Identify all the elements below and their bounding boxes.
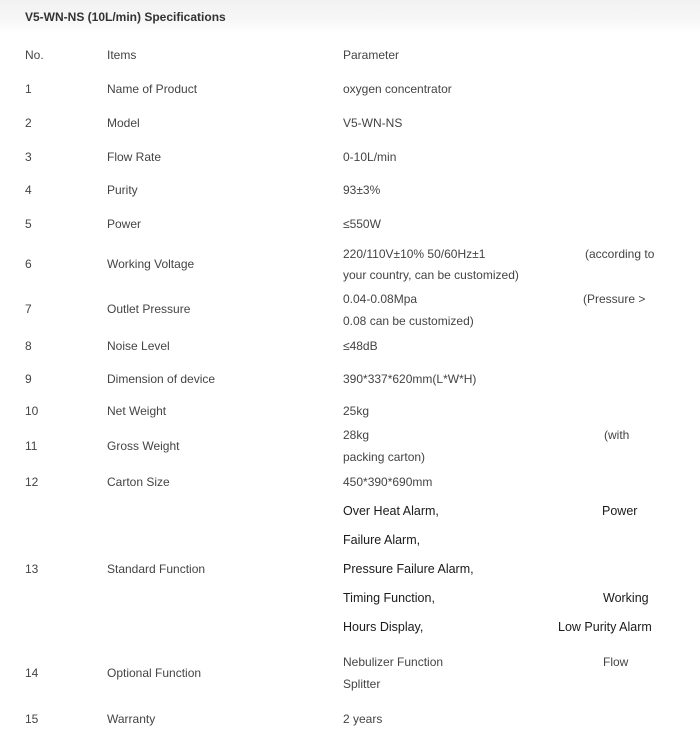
spec-header-bar <box>0 0 700 34</box>
row-parameter-line1: Nebulizer Function <box>343 655 444 669</box>
row-item: Name of Product <box>107 82 198 96</box>
row-item: Warranty <box>107 712 156 726</box>
row-parameter: ≤48dB <box>343 339 378 353</box>
row-item: Purity <box>107 183 138 197</box>
row-parameter-line1: 0.04-0.08Mpa <box>343 292 418 306</box>
row-parameter-line1: 28kg <box>343 428 370 442</box>
row-no: 11 <box>25 439 38 453</box>
spec-title: V5-WN-NS (10L/min) Specifications <box>25 10 226 24</box>
row-item: Optional Function <box>107 666 202 680</box>
row-parameter: 450*390*690mm <box>343 475 433 489</box>
row-no: 8 <box>25 339 32 353</box>
row-no: 6 <box>25 257 32 271</box>
col-header-parameter: Parameter <box>343 48 400 62</box>
row-parameter: oxygen concentrator <box>343 82 452 96</box>
row-no: 3 <box>25 150 32 164</box>
row-no: 1 <box>25 82 32 96</box>
row-item: Carton Size <box>107 475 170 489</box>
row-no: 12 <box>25 475 39 489</box>
row-parameter: ≤550W <box>343 217 381 231</box>
row-parameter-line2: 0.08 can be customized) <box>343 314 474 328</box>
row-parameter-line1: 220/110V±10% 50/60Hz±1 <box>343 247 486 261</box>
row-parameter: 2 years <box>343 712 383 726</box>
row-no: 13 <box>25 562 39 576</box>
row-parameter-line1-right: (with <box>604 428 630 442</box>
col-header-no: No. <box>25 48 44 62</box>
col-header-items: Items <box>107 48 137 62</box>
row-item: Net Weight <box>107 404 167 418</box>
row-no: 15 <box>25 712 39 726</box>
row-parameter-line2: your country, can be customized) <box>343 268 519 282</box>
function-line: Hours Display, <box>343 620 424 634</box>
row-item: Power <box>107 217 142 231</box>
row-parameter: V5-WN-NS <box>343 116 403 130</box>
row-item: Model <box>107 116 140 130</box>
row-parameter: 25kg <box>343 404 370 418</box>
row-no: 7 <box>25 302 32 316</box>
function-line-right: Working <box>603 591 649 605</box>
row-item: Dimension of device <box>107 372 216 386</box>
row-parameter: 0-10L/min <box>343 150 397 164</box>
row-item: Working Voltage <box>107 257 195 271</box>
row-parameter: 390*337*620mm(L*W*H) <box>343 372 477 386</box>
row-item: Outlet Pressure <box>107 302 191 316</box>
row-no: 4 <box>25 183 32 197</box>
row-item: Noise Level <box>107 339 170 353</box>
row-no: 10 <box>25 404 39 418</box>
function-line: Failure Alarm, <box>343 533 421 547</box>
row-parameter-line1-right: (Pressure > <box>583 292 646 306</box>
row-item: Gross Weight <box>107 439 180 453</box>
function-line: Timing Function, <box>343 591 435 605</box>
row-parameter-line1-right: (according to <box>585 247 655 261</box>
row-item: Flow Rate <box>107 150 162 164</box>
row-parameter: 93±3% <box>343 183 381 197</box>
row-item: Standard Function <box>107 562 206 576</box>
function-line: Over Heat Alarm, <box>343 504 439 518</box>
row-parameter-line2: packing carton) <box>343 450 426 464</box>
row-no: 14 <box>25 666 39 680</box>
row-no: 9 <box>25 372 32 386</box>
function-line-right: Power <box>602 504 638 518</box>
row-parameter-line1-right: Flow <box>603 655 629 669</box>
row-no: 2 <box>25 116 32 130</box>
row-no: 5 <box>25 217 32 231</box>
row-parameter-line2: Splitter <box>343 677 381 691</box>
function-line-right: Low Purity Alarm <box>558 620 652 634</box>
function-line: Pressure Failure Alarm, <box>343 562 474 576</box>
